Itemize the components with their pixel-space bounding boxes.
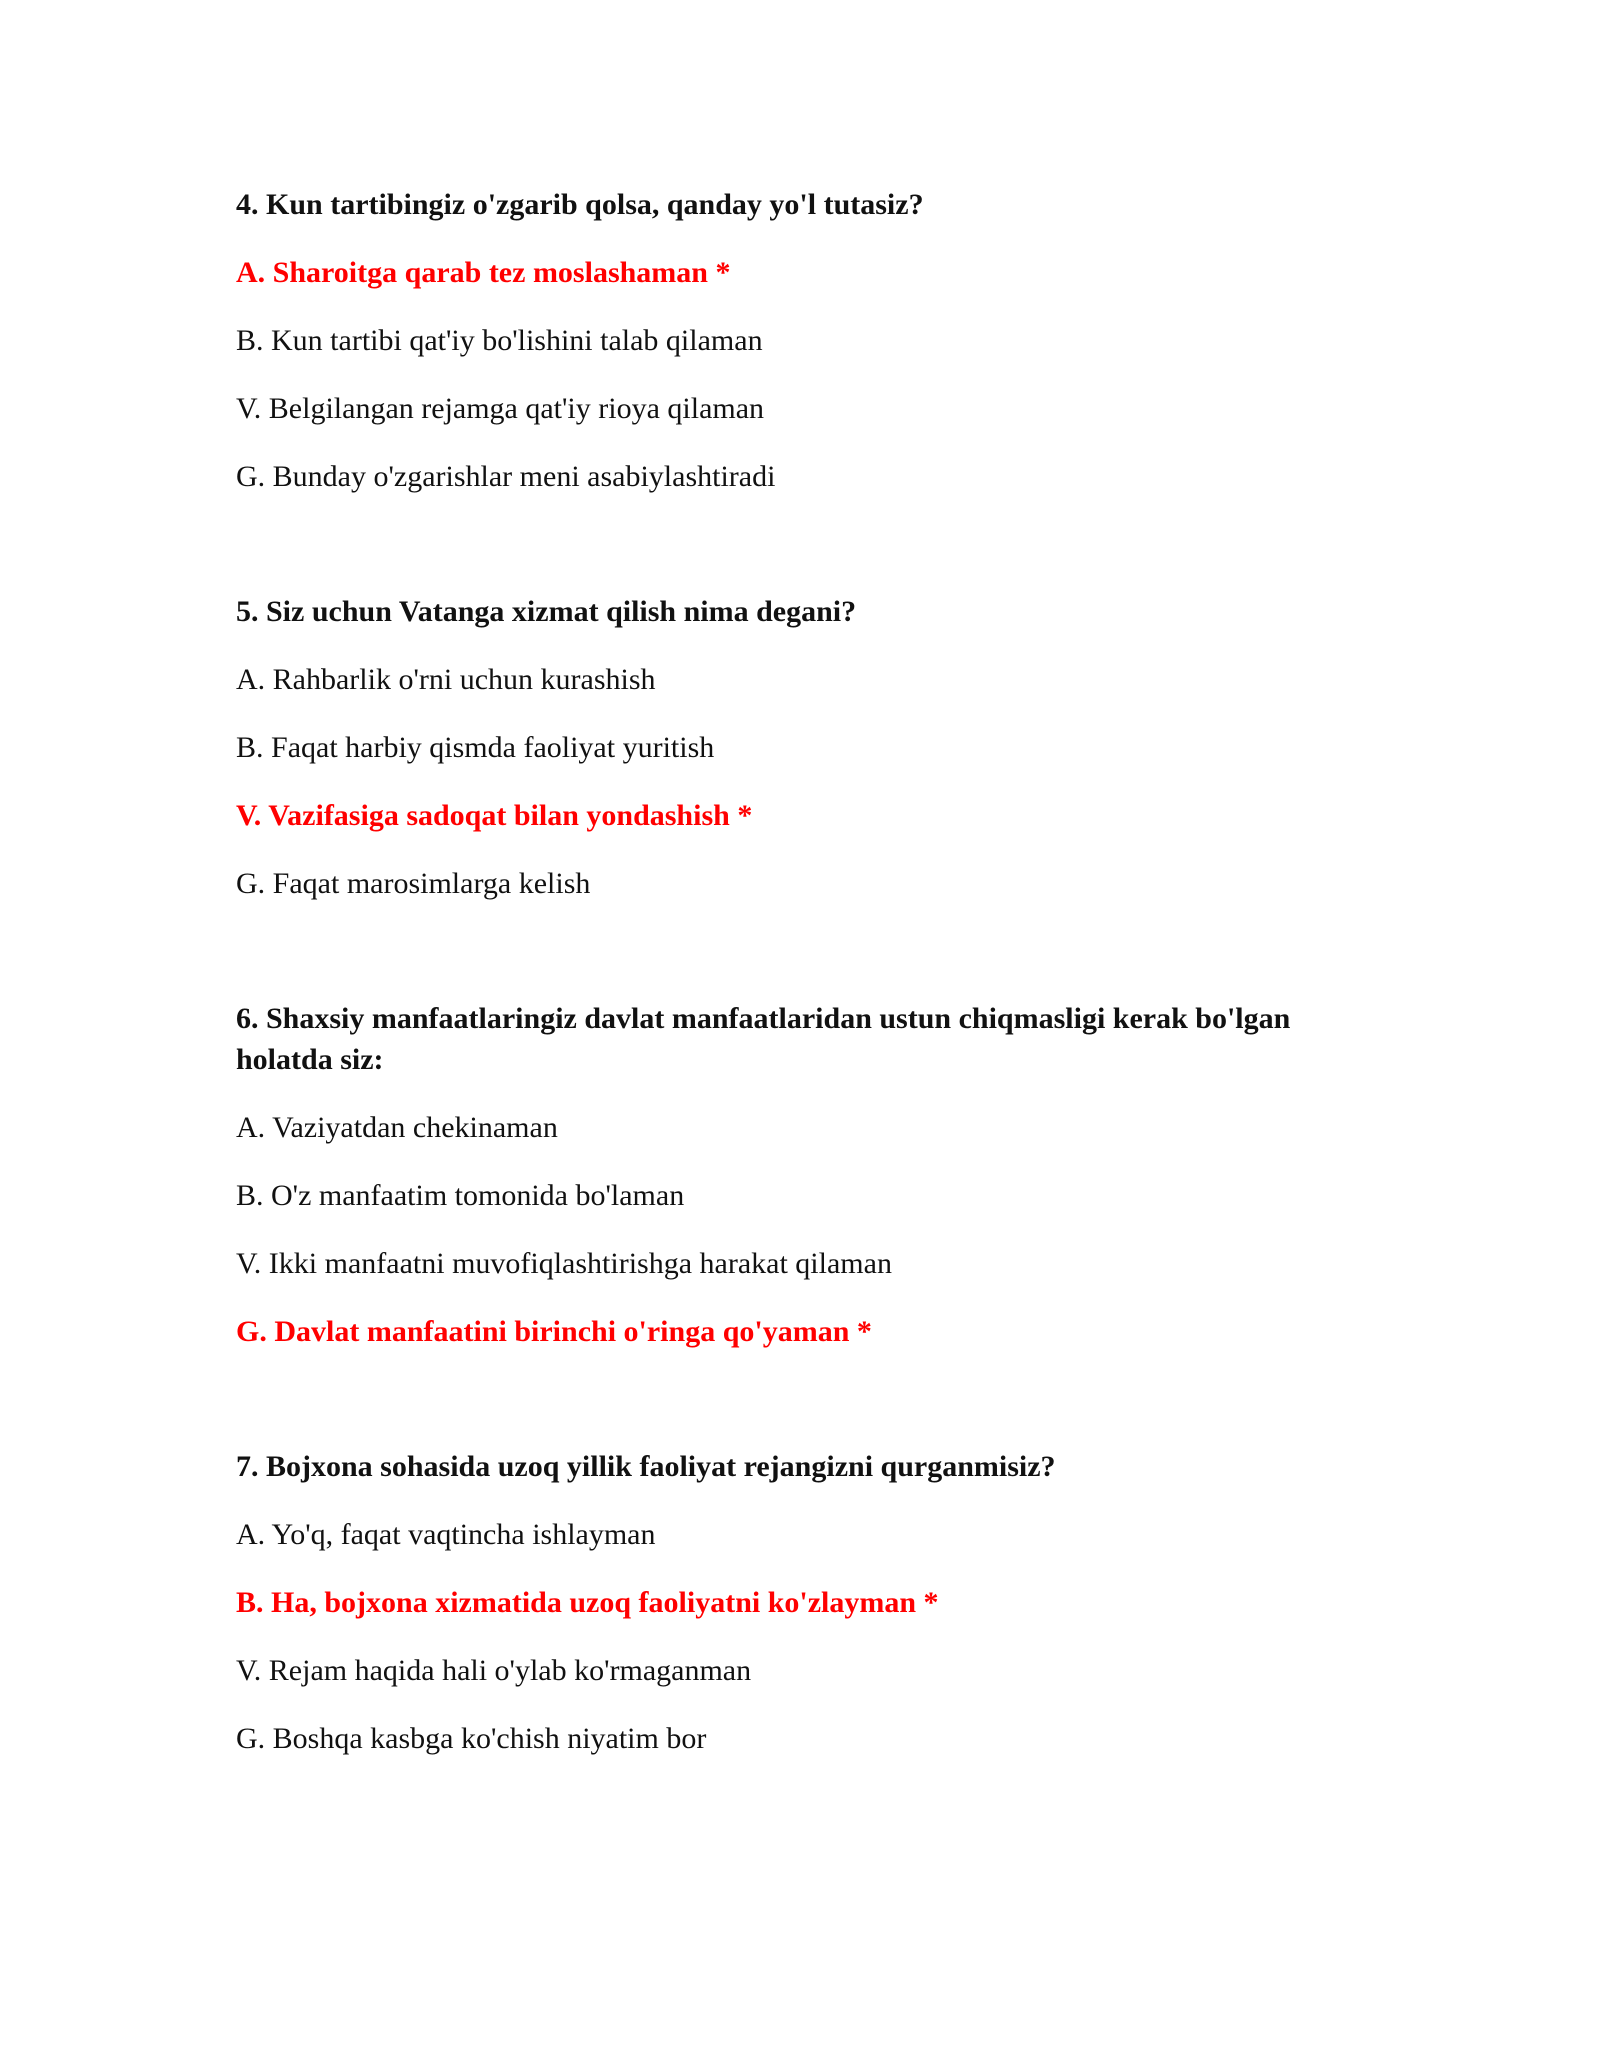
question-title: 5. Siz uchun Vatanga xizmat qilish nima degani? [236, 595, 857, 628]
answer-option: G. Faqat marosimlarga kelish [236, 867, 591, 900]
answer-option: V. Ikki manfaatni muvofiqlashtirishga harakat qilaman [236, 1247, 892, 1280]
answer-option: A. Yo'q, faqat vaqtincha ishlayman [236, 1518, 656, 1551]
answer-option: B. Faqat harbiy qismda faoliyat yuritish [236, 731, 715, 764]
answer-option: V. Belgilangan rejamga qat'iy rioya qilaman [236, 392, 765, 425]
question-title: 7. Bojxona sohasida uzoq yillik faoliyat rejangizni qurganmisiz? [236, 1450, 1056, 1483]
question-title: 6. Shaxsiy manfaatlaringiz davlat manfaatlaridan ustun chiqmasligi kerak bo'lgan holatda siz: [236, 1002, 1291, 1076]
answer-option: A. Vaziyatdan chekinaman [236, 1111, 558, 1144]
answer-option: G. Bunday o'zgarishlar meni asabiylashtiradi [236, 460, 776, 493]
question-block-5 [236, 591, 1386, 904]
answer-option: B. Kun tartibi qat'iy bo'lishini talab qilaman [236, 324, 763, 357]
answer-option: V. Rejam haqida hali o'ylab ko'rmaganman [236, 1654, 752, 1687]
question-block-4 [236, 184, 1386, 497]
quiz-content [236, 184, 1386, 1759]
answer-option-correct: A. Sharoitga qarab tez moslashaman * [236, 256, 731, 289]
answer-option-correct: G. Davlat manfaatini birinchi o'ringa qo'yaman * [236, 1315, 872, 1348]
answer-option: A. Rahbarlik o'rni uchun kurashish [236, 663, 656, 696]
answer-option-correct: B. Ha, bojxona xizmatida uzoq faoliyatni ko'zlayman * [236, 1586, 939, 1619]
answer-option: G. Boshqa kasbga ko'chish niyatim bor [236, 1722, 707, 1755]
answer-option-correct: V. Vazifasiga sadoqat bilan yondashish * [236, 799, 753, 832]
answer-option: B. O'z manfaatim tomonida bo'laman [236, 1179, 685, 1212]
question-title: 4. Kun tartibingiz o'zgarib qolsa, qanday yo'l tutasiz? [236, 188, 924, 221]
question-block-6 [236, 998, 1386, 1352]
question-block-7 [236, 1446, 1386, 1759]
